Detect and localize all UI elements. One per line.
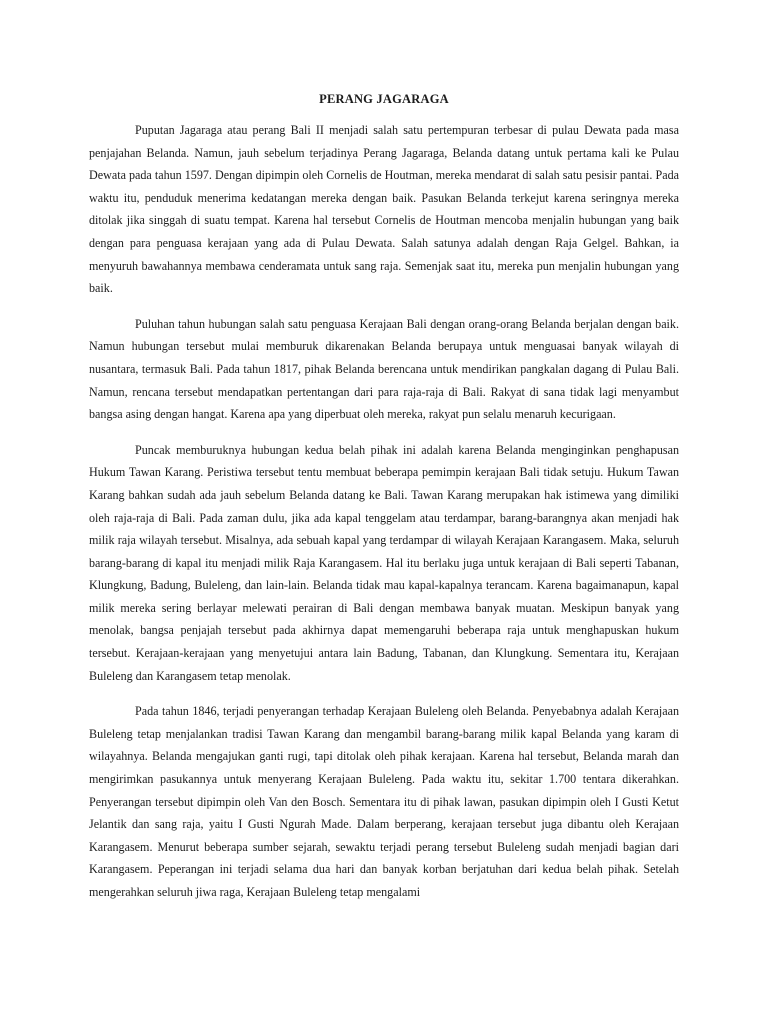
document-page [89, 92, 679, 917]
paragraph-3: Puncak memburuknya hubungan kedua belah pihak ini adalah karena Belanda menginginkan penghapusan Hukum Tawan Karang. Peristiwa tersebut tentu membuat beberapa pemimpin kerajaan Bali tidak setuju. Hukum Tawan Karang bahkan sudah ada jauh sebelum Belanda datang ke Bali. Tawan Karang merupakan hak istimewa yang dimiliki oleh raja-raja di Bali. Pada zaman dulu, jika ada kapal tenggelam atau terdampar, barang-barangnya akan menjadi hak milik raja wilayah tersebut. Misalnya, ada sebuah kapal yang terdampar di wilayah Kerajaan Karangasem. Maka, seluruh barang-barang di kapal itu menjadi milik Raja Karangasem. Hal itu berlaku juga untuk kerajaan di Bali seperti Tabanan, Klungkung, Badung, Buleleng, dan lain-lain. Belanda tidak mau kapal-kapalnya terancam. Karena bagaimanapun, kapal milik mereka sering berlayar melewati perairan di Bali dengan membawa banyak muatan. Meskipun banyak yang menolak, bangsa penjajah tersebut pada akhirnya dapat memengaruhi beberapa raja untuk menghapuskan hukum tersebut. Kerajaan-kerajaan yang menyetujui antara lain Badung, Tabanan, dan Klungkung. Sementara itu, Kerajaan Buleleng dan Karangasem tetap menolak. [89, 442, 679, 683]
paragraph-4: Pada tahun 1846, terjadi penyerangan terhadap Kerajaan Buleleng oleh Belanda. Penyebabnya adalah Kerajaan Buleleng tetap menjalankan tradisi Tawan Karang dan mengambil barang-barang milik kapal Belanda yang karam di wilayahnya. Belanda mengajukan ganti rugi, tapi ditolak oleh pihak kerajaan. Karena hal tersebut, Belanda marah dan mengirimkan pasukannya untuk menyerang Kerajaan Buleleng. Pada waktu itu, sekitar 1.700 tentara dikerahkan. Penyerangan tersebut dipimpin oleh Van den Bosch. Sementara itu di pihak lawan, pasukan dipimpin oleh I Gusti Ketut Jelantik dan sang raja, yaitu I Gusti Ngurah Made. Dalam berperang, kerajaan tersebut juga dibantu oleh Kerajaan Karangasem. Menurut beberapa sumber sejarah, sewaktu terjadi perang tersebut Buleleng sudah menjadi bagian dari Karangasem. Peperangan ini terjadi selama dua hari dan banyak korban berjatuhan dari kedua belah pihak. Setelah mengerahkan seluruh jiwa raga, Kerajaan Buleleng tetap mengalami [89, 704, 679, 899]
paragraph-1: Puputan Jagaraga atau perang Bali II menjadi salah satu pertempuran terbesar di pulau Dewata pada masa penjajahan Belanda. Namun, jauh sebelum terjadinya Perang Jagaraga, Belanda datang untuk pertama kali ke Pulau Dewata pada tahun 1597. Dengan dipimpin oleh Cornelis de Houtman, mereka mendarat di salah satu pesisir pantai. Pada waktu itu, penduduk menerima kedatangan mereka dengan baik. Pasukan Belanda terkejut karena seringnya mereka ditolak jika singgah di suatu tempat. Karena hal tersebut Cornelis de Houtman mencoba menjalin hubungan yang baik dengan para penguasa kerajaan yang ada di Pulau Dewata. Salah satunya adalah dengan Raja Gelgel. Bahkan, ia menyuruh bawahannya membawa cenderamata untuk sang raja. Semenjak saat itu, mereka pun menjalin hubungan yang baik. [89, 123, 679, 296]
paragraph-2: Puluhan tahun hubungan salah satu penguasa Kerajaan Bali dengan orang-orang Belanda berjalan dengan baik. Namun hubungan tersebut mulai memburuk dikarenakan Belanda berupaya untuk menguasai banyak wilayah di nusantara, termasuk Bali. Pada tahun 1817, pihak Belanda berencana untuk mendirikan pangkalan dagang di Pulau Bali. Namun, rencana tersebut mendapatkan pertentangan dari para raja-raja di Bali. Rakyat di sana tidak lagi menyambut bangsa asing dengan hangat. Karena apa yang diperbuat oleh mereka, rakyat pun selalu menaruh kecurigaan. [89, 316, 679, 422]
document-title: PERANG JAGARAGA [319, 92, 449, 106]
